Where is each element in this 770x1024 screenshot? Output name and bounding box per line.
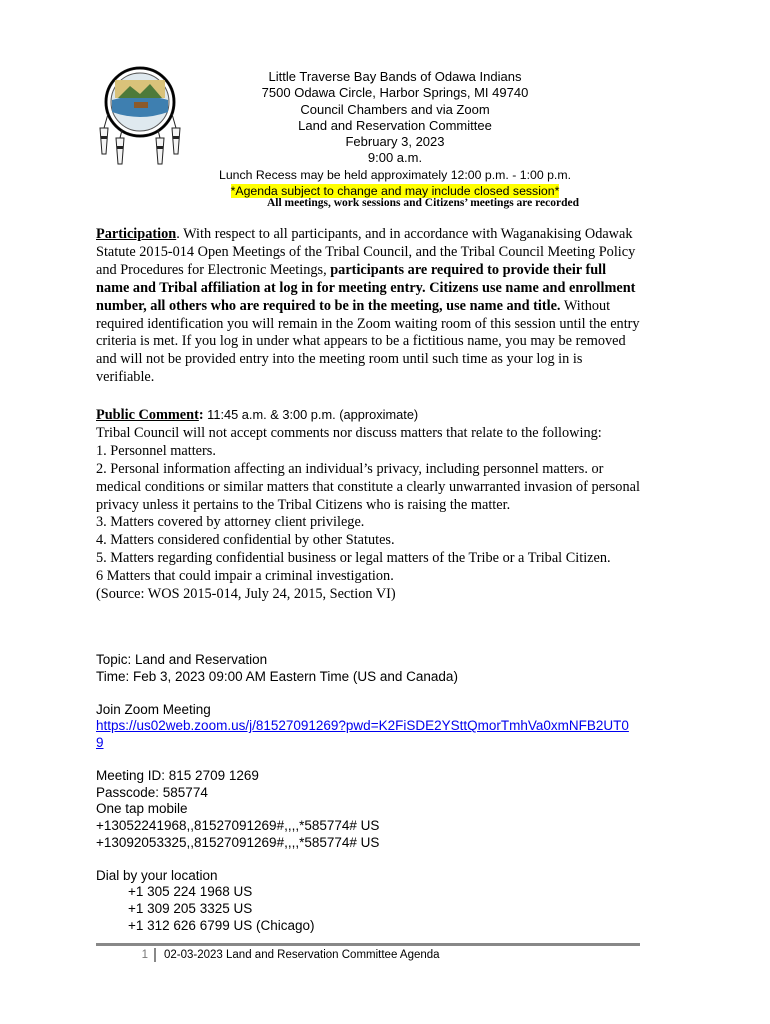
- list-item: 3. Matters covered by attorney client privilege.: [96, 514, 365, 531]
- footer-divider: [96, 943, 640, 946]
- participation-section: [96, 226, 642, 387]
- zoom-join-link[interactable]: https://us02web.zoom.us/j/81527091269?pwd=K2FiSDE2YSttQmorTmhVa0xmNFB2UT09: [96, 718, 629, 750]
- public-comment-source: (Source: WOS 2015-014, July 24, 2015, Section VI): [96, 586, 396, 603]
- footer-title: 02-03-2023 Land and Reservation Committee Agenda: [164, 949, 440, 961]
- page-footer: [96, 948, 640, 962]
- organization-address: 7500 Odawa Circle, Harbor Springs, MI 49740: [261, 85, 529, 101]
- dial-number: +1 312 626 6799 US (Chicago): [128, 917, 315, 933]
- organization-name: Little Traverse Bay Bands of Odawa Indians: [268, 69, 522, 84]
- public-comment-section: [96, 406, 642, 604]
- passcode: Passcode: 585774: [96, 784, 208, 800]
- list-item: 1. Personnel matters.: [96, 442, 216, 459]
- one-tap-number: +13092053325,,81527091269#,,,,*585774# US: [96, 834, 380, 850]
- agenda-change-note: *Agenda subject to change and may include closed session*: [230, 184, 560, 199]
- meeting-id: Meeting ID: 815 2709 1269: [96, 768, 259, 784]
- zoom-topic: Topic: Land and Reservation: [96, 652, 268, 667]
- committee-name: Land and Reservation Committee: [298, 117, 492, 133]
- lunch-recess-note: Lunch Recess may be held approximately 12:00 p.m. - 1:00 p.m.: [218, 167, 571, 182]
- zoom-details: [96, 652, 656, 934]
- participation-requirement: participants are required to provide their full name and Tribal affiliation at log in for meeting entry. Citizens use name and enrollment number, all others who are required to be in the meeting, use name and title.: [96, 261, 636, 314]
- public-comment-colon: :: [198, 407, 204, 423]
- meeting-location: Council Chambers and via Zoom: [300, 101, 490, 117]
- page-number: 1: [96, 948, 156, 962]
- participation-text-intro: . With respect to all participants, and in accordance with Waganakising Odawak Statute 2015-014 Open Meetings of the Tribal Council, and the Tribal Council Meeting Policy and Procedures for Electronic Meetings,: [96, 226, 636, 278]
- dial-label: Dial by your location: [96, 867, 218, 883]
- document-header: [150, 69, 640, 199]
- list-item: 2. Personal information affecting an individual’s privacy, including personnel matters. or medical conditions or similar matters that constitute a clearly unwarranted invasion of personal privacy unless it pertains to the Tribal Citizens who is raising the matter.: [96, 460, 640, 513]
- public-comment-intro: Tribal Council will not accept comments nor discuss matters that relate to the following:: [96, 424, 602, 441]
- public-comment-time: 11:45 a.m. & 3:00 p.m. (approximate): [203, 407, 419, 422]
- public-comment-heading: Public Comment: [96, 407, 199, 423]
- recording-notice: All meetings, work sessions and Citizens’ meetings are recorded: [266, 197, 580, 209]
- participation-heading: Participation: [96, 226, 177, 242]
- list-item: 6 Matters that could impair a criminal investigation.: [96, 568, 394, 585]
- list-item: 4. Matters considered confidential by other Statutes.: [96, 532, 395, 549]
- participation-text-rest: Without required identification you will remain in the Zoom waiting room of this session until the entry criteria is met. If you log in under what appears to be a fictitious name, you may be removed and will not be provided entry into the meeting room until such time as your log in is verifiable.: [96, 297, 640, 386]
- one-tap-number: +13052241968,,81527091269#,,,,*585774# US: [96, 817, 380, 833]
- meeting-time: 9:00 a.m.: [367, 150, 423, 166]
- zoom-time: Time: Feb 3, 2023 09:00 AM Eastern Time (US and Canada): [96, 668, 458, 684]
- dial-number: +1 309 205 3325 US: [128, 900, 253, 916]
- dial-number: +1 305 224 1968 US: [128, 884, 253, 900]
- join-zoom-label: Join Zoom Meeting: [96, 701, 211, 717]
- list-item: 5. Matters regarding confidential business or legal matters of the Tribe or a Tribal Citizen.: [96, 550, 611, 567]
- meeting-date: February 3, 2023: [345, 134, 445, 150]
- one-tap-label: One tap mobile: [96, 801, 188, 817]
